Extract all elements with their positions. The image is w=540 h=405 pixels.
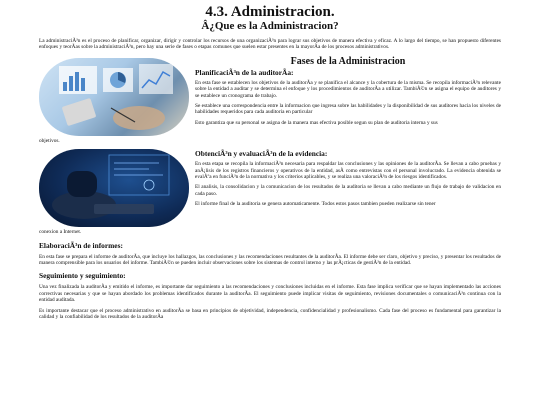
intro-paragraph: La administraciÃ³n es el proceso de planificar, organizar, dirigir y controlar los recursos de una organizaciÃ³n para lograr sus objetivos de manera efectiva y eficaz. A lo largo del tiempo, se han propuesto diferentes enfoques y teorÃas sobre la administraciÃ³n, pero hay una serie de fases o etapas comunes que suelen estar presentes en la mayorÃa de los procesos administrativos. <box>39 38 501 51</box>
planning-paragraph-2: Se establece una correspondencia entre la informacion que ingresa sobre las habilidades y la disponibilidad de sus auditores hacia los niveles de habilidades requeridos para cada auditoria en particular <box>195 103 501 116</box>
followup-paragraph-2: Es importante destacar que el proceso administrativo en auditorÃa se basa en principios de objetividad, independencia, confidencialidad y profesionalismo. Cada fase del proceso es fundamental para garantizar la calidad y la confiabilidad de los resultados de la auditorÃa <box>39 307 501 321</box>
page-subtitle: Â¿Que es la Administracion? <box>201 20 339 32</box>
planning-column <box>195 56 501 136</box>
planning-paragraph-3: Esto garantiza que su personal se asigna de la manera mas efectiva posible segun su plan de auditoria interna y sus <box>195 119 438 126</box>
evidence-row <box>39 149 501 227</box>
evidence-column <box>195 149 501 227</box>
report-heading: ElaboraciÃ³n de informes: <box>39 240 123 250</box>
planning-heading: PlanificaciÃ³n de la auditorÃa: <box>195 67 294 77</box>
report-paragraph: En esta fase se prepara el informe de auditorÃa, que incluye los hallazgos, las conclusiones y las recomendaciones resultantes de la auditorÃa. El informe debe ser claro, objetivo y preciso, y presentar los resultados de manera comprensible para los usuarios del informe. TambiÃ©n se pueden incluir observaciones sobre los sistemas de control interno y las prÃ¡cticas de gestiÃ³n de la entidad. <box>39 253 501 267</box>
evidence-heading: ObtenciÃ³n y evaluaciÃ³n de la evidencia: <box>195 149 328 159</box>
evidence-paragraph-1: En esta etapa se recopila la informaciÃ³n necesaria para respaldar las conclusiones y las opiniones de la auditorÃa. Se llevan a cabo pruebas y anÃ¡lisis de los registros financieros y operativos de la entidad, asÃ como entrevistas con el personal involucrado. La evidencia obtenida se evalÃºa en funciÃ³n de la normativa y los criterios aplicables, y se realiza una valoraciÃ³n de los riesgos identificados. <box>195 161 501 181</box>
digital-interface-illustration <box>39 149 189 227</box>
followup-paragraph-1: Una vez finalizada la auditorÃa y emitido el informe, es importante dar seguimiento a las recomendaciones y conclusiones incluidas en el informe. Esta fase implica verificar que se hayan implementado las acciones correctivas necesarias y que se hayan abordado los problemas identificados durante la auditorÃa. El seguimiento puede implicar visitas de seguimiento, revisiones documentales o comunicaciÃ³n continua con la entidad auditada. <box>39 284 501 304</box>
charts-analysis-illustration <box>39 58 189 136</box>
evidence-paragraph-3: El informe final de la auditoria se genera automaticamente. Todos estos pasos tambien pueden realizarse sin tener <box>195 201 436 208</box>
page-title: 4.3. Administracion. <box>205 4 335 20</box>
planning-paragraph-3-tail: objetivos. <box>39 137 60 144</box>
evidence-paragraph-3-tail: conexion a Internet. <box>39 229 82 236</box>
followup-heading: Seguimiento y seguimiento: <box>39 271 126 281</box>
planning-row <box>39 56 501 136</box>
digital-technology-photo <box>39 149 189 227</box>
phases-heading: Fases de la Administracion <box>290 55 406 67</box>
evidence-paragraph-2: El analisis, la consolidacion y la comunicacion de los resultados de la auditoria se llevan a cabo mediante un flujo de trabajo de validacion en cada paso. <box>195 184 501 197</box>
planning-paragraph-1: En esta fase se establecen los objetivos de la auditorÃa y se planifica el alcance y la cobertura de la misma. Se recopila informaciÃ³n relevante sobre la entidad a auditar y se determina el enfoque y los procedimientos de auditorÃa a utilizar. TambiÃ©n se asigna el equipo de auditores y se establece un cronograma de trabajo. <box>195 79 501 99</box>
charts-analysis-photo <box>39 58 189 136</box>
